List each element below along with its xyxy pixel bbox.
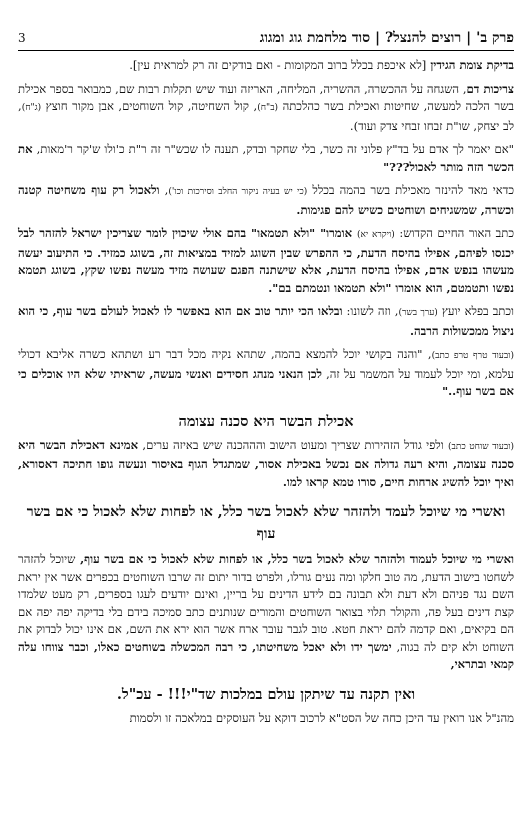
paragraph [18, 551, 514, 674]
bold-text: אמינא דאכילת הבשר היא סכנה עצומה, והיא רעה גדולה אם נכשל באכילת אסור, שמתגדל הגוף באיסור ונעשה גופו חתיכה דאסורא, ואיך יוכל להשיג ארחות חיים, סורו טמא קראו למו. [18, 437, 514, 489]
source-citation: (ב"ח) [257, 103, 279, 113]
section-heading: ואשרי מי שיוכל לעמד ולהזהר שלא לאכול בשר כלל, או לפחות שלא לאכול כי אם בשר עוף [26, 504, 506, 542]
page-number: 3 [18, 31, 26, 45]
paragraph [18, 346, 514, 401]
section-heading: אכילת הבשר היא סכנה עצומה [178, 412, 354, 430]
bold-text: לכן הנאני מנהג חסידים ואנשי מעשה, שראיתי שלא היו אוכלים כי אם בשר עוף.." [18, 366, 514, 398]
bold-text: ואשרי מי שיוכל לעמוד ולהזהר שלא לאכול בשר כלל, או לפחות שלא לאכול כי אם בשר עוף, [75, 552, 514, 566]
text-run: "אם יאמר לך אדם על בד"ץ פלוני זה כשר, בלי שחקר ובדק, תענה לו שכש"ר זה ר"ת כ'ולו ש'קר ר'מאות, [32, 142, 514, 156]
paragraph [18, 81, 514, 136]
paragraph [18, 57, 514, 75]
text-run: ולפי גודל הזהירות שצריך ומעוט הישוב והההכנה שיש באיזה ערים, [138, 437, 448, 452]
source-citation: (ערך בשר) [398, 308, 438, 318]
text-run: , קול השחיטה, קול השוחטים, אבן מקור חוצץ [41, 99, 258, 113]
paragraph [18, 437, 514, 492]
text-run: מהנ"ל אנו רואין עד היכן כחה של הסט"א לרכוב דוקא על העוסקים במלאכה זו ולסמות [129, 710, 514, 725]
section-heading: ואין תקנה עד שיתקן עולם במלכות שד"י!!! - עכ"ל. [116, 685, 416, 703]
bold-text: בדיקת צומת הגידין [426, 58, 514, 72]
source-citation: (ויקרא יא) [356, 230, 395, 240]
text-run: [לא איכפת בכלל ברוב המקומות - ואם בודקים זה רק למראית עין]. [129, 58, 427, 72]
paragraph [18, 182, 514, 219]
text-run: , השגחה על ההכשרה, ההשריה, המליחה, האריזה ועוד שיש תקלות רבות שם, כמבואר בספר אכילת בשר הלכה למעשה, שחיטות ואכילת בשר כהלכתה [18, 81, 514, 113]
paragraph [18, 225, 514, 297]
running-title: פרק ב' | רוצים להנצל? | סוד מלחמת גוג ומגוג [259, 30, 514, 46]
text-run: וכתב בפלא יועץ [437, 304, 514, 318]
text-run: , "והנה בקושי יוכל להמצא בהמה, שתהא נקיה מכל דבר רע ושתהא כשרה אליבא דכולי עלמא, ומי יוכל לעמוד על המשמר על זה, [18, 347, 514, 381]
bold-text: צריכות דם [466, 81, 514, 96]
bold-text: אומרו" "ולא תטמאו" בהם אולי שיכוין לומר שצריכין ישראל להזהר לבל יכנסו לפיהם, אפילו בהיסח הדעת, כי ההפרש שבין השוגג למזיד במציאות זה, בשוגג כמזיד. כי התיעוב יעשה מעשהו בנפש אדם, אפילו בהיסח הדעת, אלא שישתנה הפגם שעושה מזיד מעשה נפשו שקץ, בשוגג תטמא נפשו ותטמטם, הוא אומרו "ולא תטמאו ונטמתם בם". [18, 226, 514, 295]
source-citation: (כי יש בעיה ניקור החלב וסירכות וכו') [168, 187, 308, 197]
paragraph [18, 141, 514, 176]
text-run: כדאי מאד להינזר מאכילת בשר בהמה בכלל [307, 183, 514, 197]
bold-text: ימשך ידו ולא יאכל משחיטתו, כי רבה המכשלה בשוחטים כאלו, וכבר צווחו עלה קמאי ובתראי, [18, 639, 514, 671]
paragraph [18, 710, 514, 728]
text-run: שיוכל להזהר לשחטו בישוב הדעת, מה טוב חלקו ומה נעים גורלו, ולפרט בדור יתום זה שרבו השוחטים בכפרים אשר אין יראת השם נגד פניהם ולא דעת ולא תבונה בם לידע הדינים על בריין, ואינם יודעים לעגו בספרים, רק מעט שלמדו קצת דינים בעל פה, והקולר תלוי בצואר השוחטים והמורים שנותנים כתב סמיכה בידם בלי בדיקה יפה יפה אם הם בקיאים, ואם קדמה להם יראת חטא. טוב לגבר עובר ארח אשר הוא ירא את השם, אם אינו יכול לבדוק את השוחט ולא קים לה בגוה, [18, 552, 514, 654]
bold-text: ולאכול רק עוף משחיטה קטנה וכשרה, שמשגיחים ושוחטים כשיש להם פגימות. [18, 183, 514, 217]
bold-text: ובלאו הכי יותר טוב אם הוא באפשר לו לאכול לעולם בשר עוף, כי הוא ניצול ממכשולות הרבה. [18, 304, 514, 338]
paragraph [18, 303, 514, 340]
bold-text: את הכשר הזה מותר לאכול???" [18, 142, 514, 174]
text-run: , [159, 183, 169, 197]
text-run: , לב יצחק, שו"ת זבחו זבחי צדק ועוד). [18, 99, 514, 133]
source-citation: (ובעוד שוחט כתב) [447, 441, 515, 452]
page-header [18, 10, 514, 51]
source-citation: (ובעוד טרף טרפ כתב) [431, 351, 514, 361]
source-citation: (ג"ח) [21, 103, 42, 113]
text-run: כתב האור החיים הקדוש: [394, 226, 514, 240]
text-run: , וזה לשונו: [342, 304, 399, 318]
